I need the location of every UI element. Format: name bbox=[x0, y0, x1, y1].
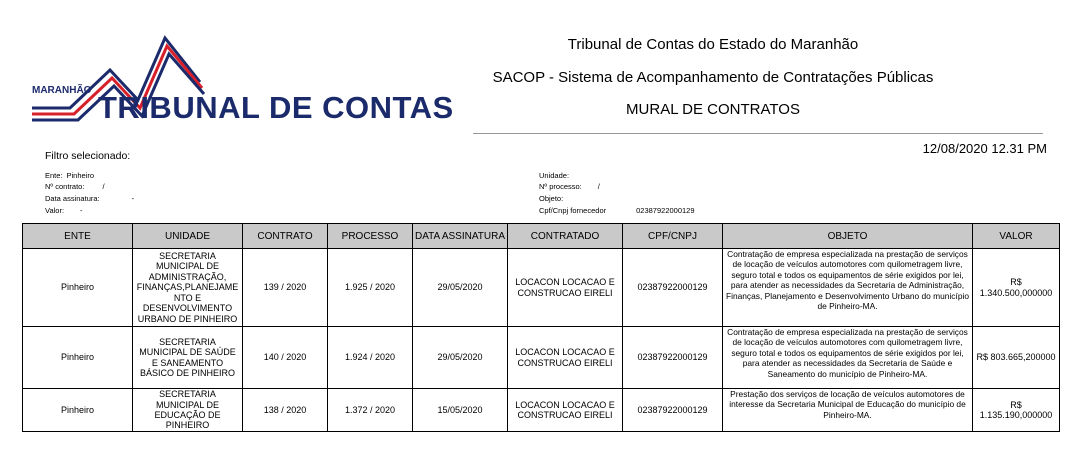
filter-processo bbox=[539, 182, 600, 191]
table-row bbox=[23, 389, 1060, 432]
cell-contrato: 140 / 2020 bbox=[243, 327, 328, 389]
cell-objeto: Contratação de empresa especializada na prestação de serviços de locação de veículos automotores com quilometragem livre, seguro total e todos os equipamentos de série exigidos por lei, para atender as necessidades da Secretaria de Administração, Finanças, Planejamento e Desenvolvimento Urbano do município de Pinheiro-MA. bbox=[723, 249, 973, 327]
cell-valor: R$ 803.665,200000 bbox=[973, 327, 1060, 389]
cell-processo: 1.925 / 2020 bbox=[328, 249, 413, 327]
cell-unidade: SECRETARIA MUNICIPAL DE EDUCAÇÃO DE PINHEIRO bbox=[133, 389, 243, 432]
filter-contrato bbox=[45, 182, 105, 191]
table-row bbox=[23, 249, 1060, 327]
cell-cpf: 02387922000129 bbox=[623, 389, 723, 432]
logo-state-text: MARANHÃO bbox=[32, 85, 92, 96]
cell-data: 29/05/2020 bbox=[413, 327, 508, 389]
filter-contrato-value: / bbox=[102, 182, 105, 191]
cell-ente: Pinheiro bbox=[23, 249, 133, 327]
table-header-row bbox=[23, 224, 1060, 249]
filter-objeto-label: Objeto: bbox=[539, 194, 564, 203]
filter-data-value: - bbox=[131, 194, 135, 203]
filter-ente bbox=[45, 171, 94, 180]
col-header-ente: ENTE bbox=[23, 224, 133, 249]
filter-contrato-label: Nº contrato: bbox=[45, 182, 85, 191]
filter-data-label: Data assinatura: bbox=[45, 194, 100, 203]
cell-cpf: 02387922000129 bbox=[623, 249, 723, 327]
filter-cpf-value: 02387922000129 bbox=[636, 206, 695, 215]
filter-cpf bbox=[539, 206, 695, 215]
filter-valor-value: - bbox=[80, 206, 83, 215]
cell-unidade: SECRETARIA MUNICIPAL DE SAÚDE E SANEAMENTO BÁSICO DE PINHEIRO bbox=[133, 327, 243, 389]
cell-contratado: LOCACON LOCACAO E CONSTRUCAO EIRELI bbox=[508, 389, 623, 432]
col-header-data: DATA ASSINATURA bbox=[413, 224, 508, 249]
cell-objeto: Prestação dos serviços de locação de veículos automotores de interesse da Secretaria Municipal de Educação do município de Pinheiro-MA. bbox=[723, 389, 973, 432]
filter-ente-label: Ente: bbox=[45, 171, 63, 180]
col-header-contratado: CONTRATADO bbox=[508, 224, 623, 249]
cell-ente: Pinheiro bbox=[23, 389, 133, 432]
report-title: MURAL DE CONTRATOS bbox=[626, 101, 800, 118]
system-title: SACOP - Sistema de Acompanhamento de Contratações Públicas bbox=[492, 69, 934, 86]
table-row bbox=[23, 327, 1060, 389]
header-divider bbox=[473, 133, 1043, 134]
filter-valor bbox=[45, 206, 83, 215]
cell-data: 15/05/2020 bbox=[413, 389, 508, 432]
col-header-valor: VALOR bbox=[973, 224, 1060, 249]
filter-cpf-label: Cpf/Cnpj fornecedor bbox=[539, 206, 607, 215]
filter-valor-label: Valor: bbox=[45, 206, 65, 215]
cell-cpf: 02387922000129 bbox=[623, 327, 723, 389]
cell-contrato: 138 / 2020 bbox=[243, 389, 328, 432]
cell-objeto: Contratação de empresa especializada na prestação de serviços de locação de veículos automotores com quilometragem livre, seguro total e todos os equipamentos de série exigidos por lei, para atender as necessidades da Secretaria de Saúde e Saneamento do município de Pinheiro-MA. bbox=[723, 327, 973, 389]
filter-ente-value: Pinheiro bbox=[66, 171, 95, 180]
filter-data bbox=[45, 194, 134, 203]
contracts-table bbox=[22, 223, 1060, 432]
col-header-processo: PROCESSO bbox=[328, 224, 413, 249]
col-header-cpf: CPF/CNPJ bbox=[623, 224, 723, 249]
cell-contratado: LOCACON LOCACAO E CONSTRUCAO EIRELI bbox=[508, 249, 623, 327]
col-header-unidade: UNIDADE bbox=[133, 224, 243, 249]
filter-unidade-label: Unidade: bbox=[539, 171, 570, 180]
logo-name-text: TRIBUNAL DE CONTAS bbox=[98, 90, 454, 125]
timestamp: 12/08/2020 12.31 PM bbox=[922, 141, 1047, 156]
cell-processo: 1.924 / 2020 bbox=[328, 327, 413, 389]
tce-logo bbox=[30, 30, 454, 125]
cell-valor: R$ 1.340.500,000000 bbox=[973, 249, 1060, 327]
col-header-contrato: CONTRATO bbox=[243, 224, 328, 249]
filter-processo-value: / bbox=[597, 182, 600, 191]
cell-ente: Pinheiro bbox=[23, 327, 133, 389]
cell-processo: 1.372 / 2020 bbox=[328, 389, 413, 432]
col-header-objeto: OBJETO bbox=[723, 224, 973, 249]
filter-objeto bbox=[539, 194, 567, 203]
cell-valor: R$ 1.135.190,000000 bbox=[973, 389, 1060, 432]
cell-data: 29/05/2020 bbox=[413, 249, 508, 327]
cell-unidade: SECRETARIA MUNICIPAL DE ADMINISTRAÇÃO, FINANÇAS,PLANEJAME NTO E DESENVOLVIMENTO URBANO DE PINHEIRO bbox=[133, 249, 243, 327]
cell-contrato: 139 / 2020 bbox=[243, 249, 328, 327]
org-title: Tribunal de Contas do Estado do Maranhão bbox=[567, 36, 859, 53]
filter-title: Filtro selecionado: bbox=[45, 150, 131, 162]
cell-contratado: LOCACON LOCACAO E CONSTRUCAO EIRELI bbox=[508, 327, 623, 389]
filter-processo-label: Nº processo: bbox=[539, 182, 582, 191]
filter-unidade bbox=[539, 171, 573, 180]
